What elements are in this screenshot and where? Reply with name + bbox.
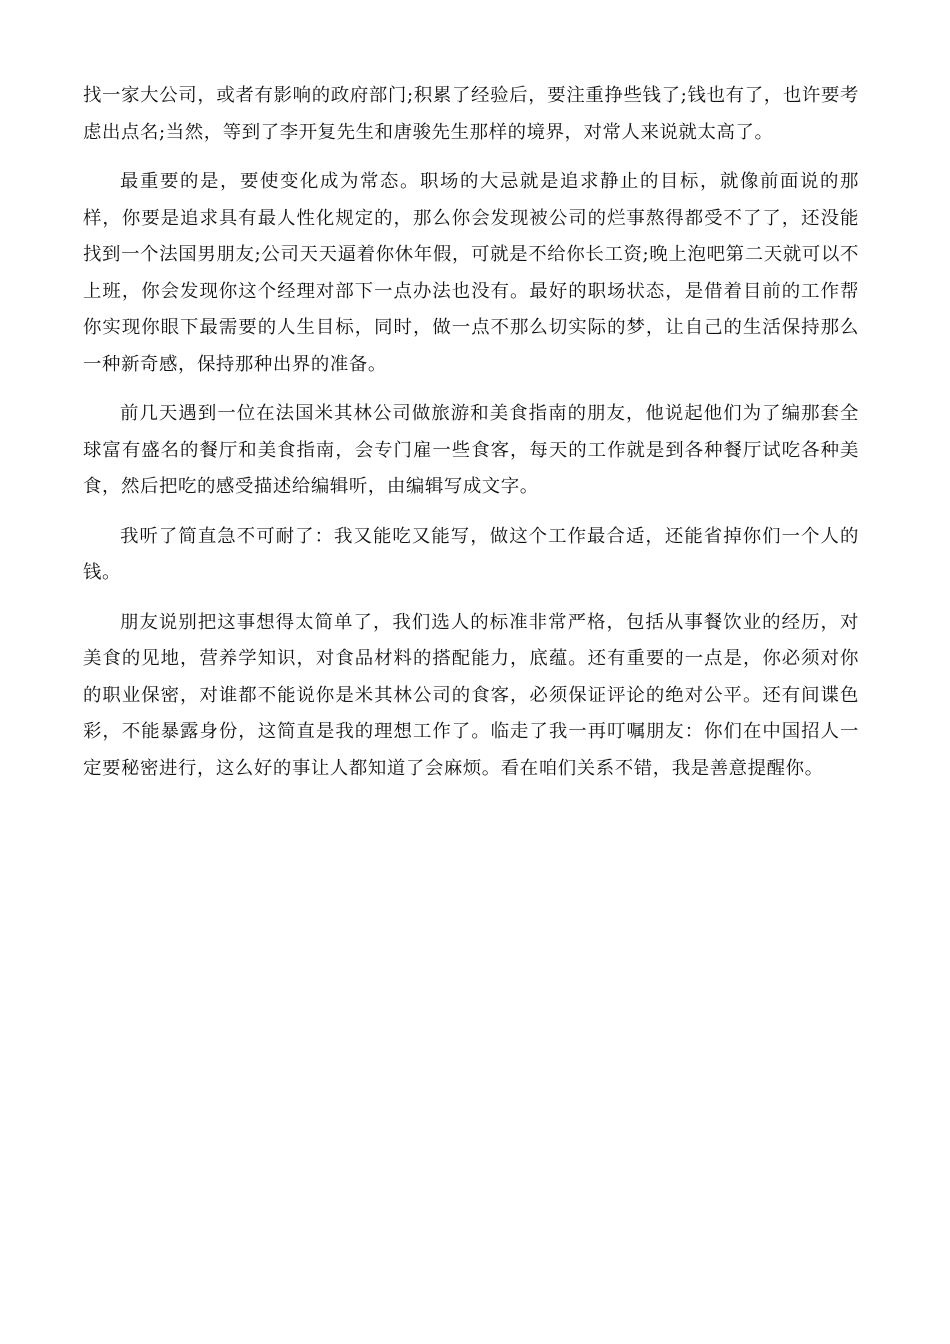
paragraph-2: 最重要的是，要使变化成为常态。职场的大忌就是追求静止的目标，就像前面说的那样，你要是追求具有最人性化规定的，那么你会发现被公司的烂事熬得都受不了了，还没能找到一个法国男朋友;公司天天逼着你休年假，可就是不给你长工资;晚上泡吧第二天就可以不上班，你会发现你这个经理对部下一点办法也没有。最好的职场状态，是借着目前的工作帮你实现你眼下最需要的人生目标，同时，做一点不那么切实际的梦，让自己的生活保持那么一种新奇感，保持那种出界的准备。: [83, 171, 859, 375]
paragraph-4: 我听了简直急不可耐了：我又能吃又能写，做这个工作最合适，还能省掉你们一个人的钱。: [83, 525, 859, 583]
document-body: [83, 78, 859, 800]
paragraph-3: 前几天遇到一位在法国米其林公司做旅游和美食指南的朋友，他说起他们为了编那套全球富有盛名的餐厅和美食指南，会专门雇一些食客，每天的工作就是到各种餐厅试吃各种美食，然后把吃的感受描述给编辑听，由编辑写成文字。: [83, 403, 859, 497]
paragraph-5: 朋友说别把这事想得太简单了，我们选人的标准非常严格，包括从事餐饮业的经历，对美食的见地，营养学知识，对食品材料的搭配能力，底蕴。还有重要的一点是，你必须对你的职业保密，对谁都不能说你是米其林公司的食客，必须保证评论的绝对公平。还有间谍色彩，不能暴露身份，这简直是我的理想工作了。临走了我一再叮嘱朋友：你们在中国招人一定要秘密进行，这么好的事让人都知道了会麻烦。看在咱们关系不错，我是善意提醒你。: [83, 611, 859, 779]
paragraph-1: 找一家大公司，或者有影响的政府部门;积累了经验后，要注重挣些钱了;钱也有了，也许要考虑出点名;当然，等到了李开复先生和唐骏先生那样的境界，对常人来说就太高了。: [83, 85, 859, 143]
